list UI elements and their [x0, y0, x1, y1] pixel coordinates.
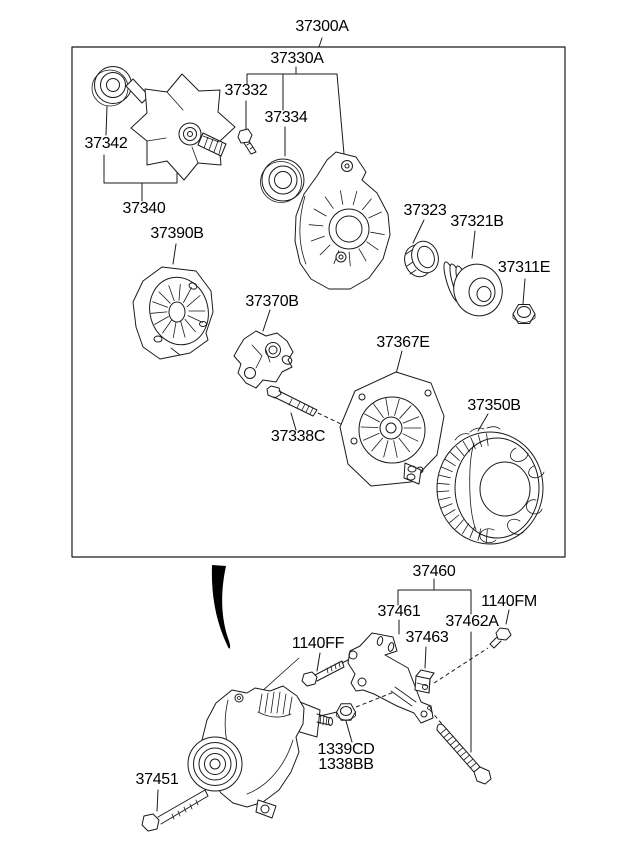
through-bolt-illustration — [267, 386, 317, 416]
alternator-assembly-illustration — [188, 686, 333, 818]
part-label-37390B: 37390B — [150, 225, 204, 242]
bearing-front-illustration — [261, 159, 305, 203]
part-label-37342: 37342 — [84, 135, 128, 152]
assembly-flow-swoosh — [212, 565, 230, 649]
part-label-37340: 37340 — [122, 200, 166, 217]
nut-cd-illustration — [337, 704, 356, 720]
regulator-illustration — [234, 331, 293, 388]
part-label-1338BB: 1338BB — [318, 756, 374, 773]
part-label-37370B: 37370B — [245, 293, 299, 310]
long-bolt-illustration — [142, 790, 208, 831]
part-label-1140FM: 1140FM — [481, 593, 537, 610]
rear-cover-illustration — [133, 267, 216, 359]
bolt-small-illustration — [238, 129, 256, 154]
part-label-37323: 37323 — [403, 202, 447, 219]
part-label-1339CD: 1339CD — [317, 741, 375, 758]
part-label-37321B: 37321B — [450, 213, 504, 230]
part-label-37460: 37460 — [412, 563, 456, 580]
bolt-fm-illustration — [490, 628, 511, 648]
part-label-37338C: 37338C — [270, 428, 326, 445]
part-label-37330A: 37330A — [270, 50, 324, 67]
part-label-37350B: 37350B — [467, 397, 521, 414]
part-label-37367E: 37367E — [376, 334, 430, 351]
part-label-1140FF: 1140FF — [291, 635, 345, 652]
nut-illustration — [513, 305, 535, 324]
part-label-37334: 37334 — [264, 109, 308, 126]
spacer-block-illustration — [415, 670, 434, 693]
part-label-37461: 37461 — [377, 603, 421, 620]
seal-ring-illustration — [400, 238, 442, 281]
part-label-37463: 37463 — [405, 629, 449, 646]
rotor-illustration — [126, 74, 235, 180]
rear-bracket-illustration — [340, 372, 444, 486]
part-label-37451: 37451 — [135, 771, 179, 788]
bolt-ff-illustration — [302, 661, 344, 686]
stator-illustration — [437, 427, 544, 544]
part-label-37300A: 37300A — [295, 18, 349, 35]
part-label-37332: 37332 — [224, 82, 268, 99]
part-label-37462A: 37462A — [445, 613, 499, 630]
front-housing-illustration — [295, 152, 390, 289]
part-label-37311E: 37311E — [497, 259, 551, 276]
stud-bolt-illustration — [437, 724, 491, 784]
